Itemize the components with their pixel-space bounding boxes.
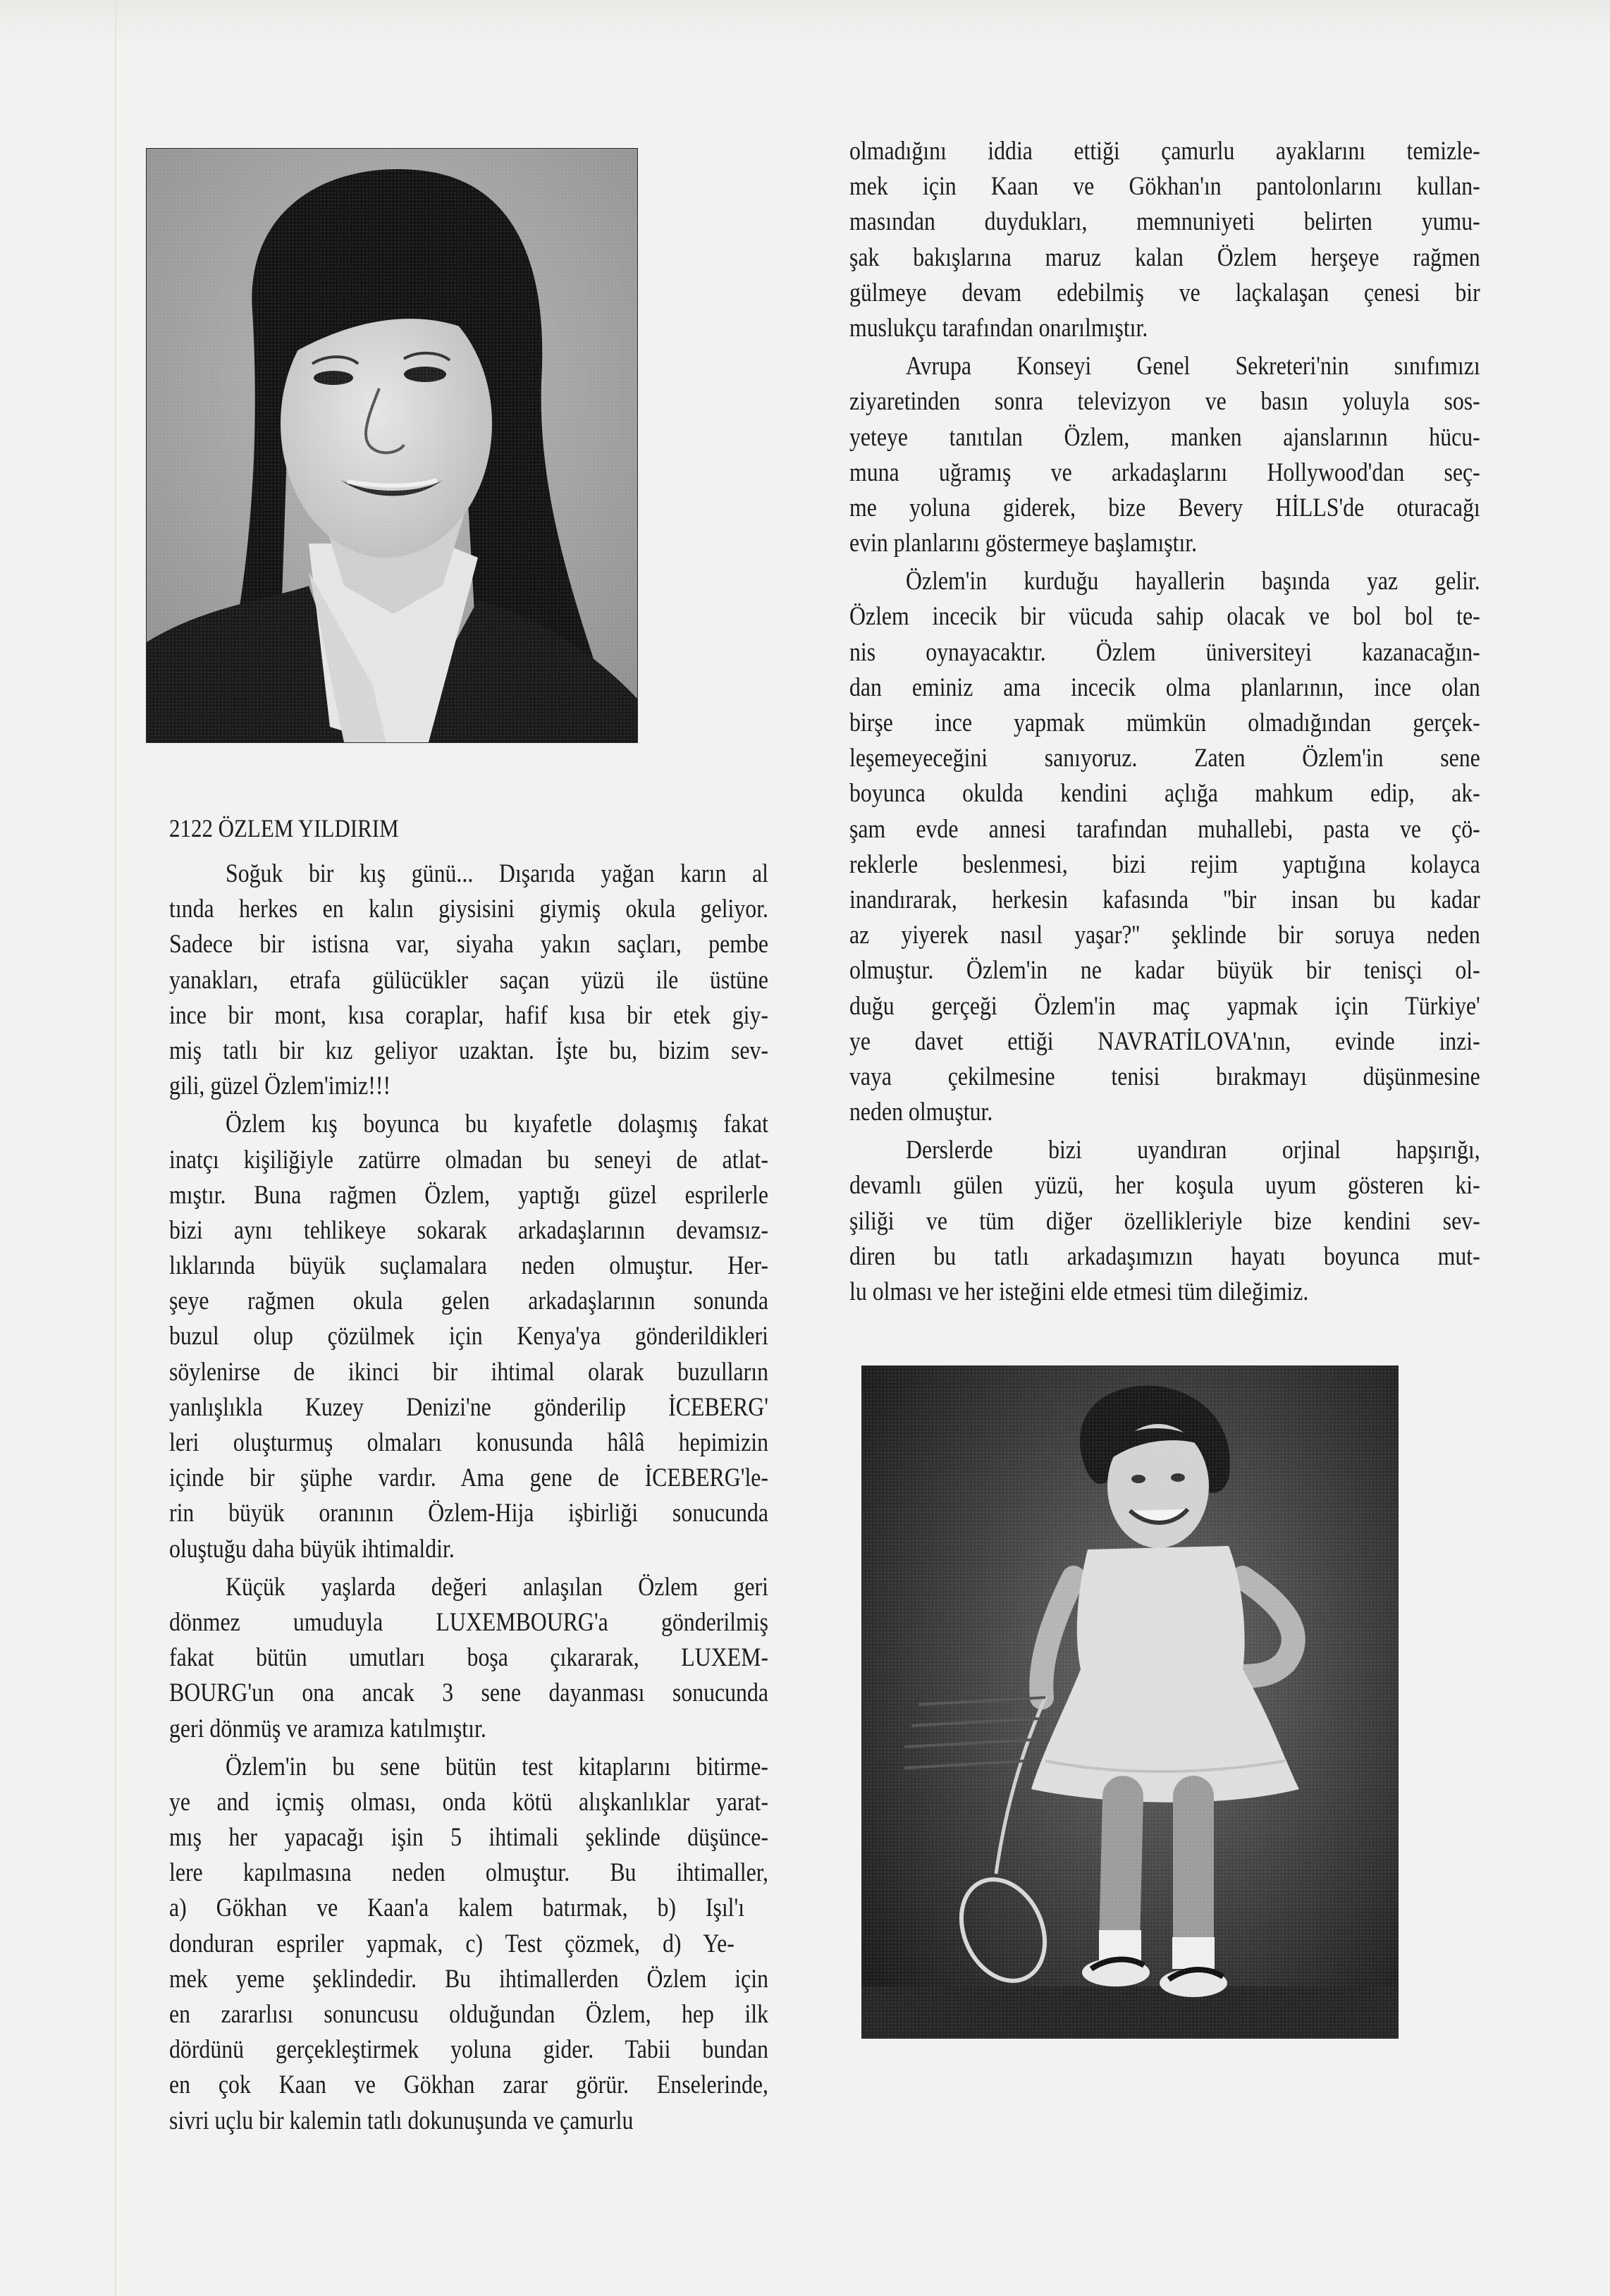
- text-line-content: sivri uçlu bir kalemin tatlı dokunuşunda ve çamurlu: [169, 2106, 634, 2135]
- text-line: [169, 1213, 768, 1248]
- text-line-content: olmuştur. Özlem'in ne kadar büyük bir tenisçi ol-: [849, 956, 1480, 986]
- text-line-content: duğu gerçeği Özlem'in maç yapmak için Türkiye': [849, 991, 1480, 1021]
- text-line-content: mek yeme şeklindedir. Bu ihtimallerden Özlem için: [169, 1964, 769, 1994]
- text-line: [849, 1168, 1480, 1203]
- text-line-content: ince bir mont, kısa coraplar, hafif kısa bir etek giy-: [169, 1000, 769, 1030]
- text-line-content: lu olması ve her isteğini elde etmesi tüm dileğimiz.: [849, 1277, 1309, 1306]
- text-line: [849, 526, 1480, 561]
- text-line: [169, 1461, 768, 1496]
- text-line-content: a) Gökhan ve Kaan'a kalem batırmak, b) Işıl'ı: [169, 1893, 745, 1923]
- text-line: [169, 2032, 768, 2068]
- text-line: [169, 1570, 768, 1605]
- text-line-content: inandırarak, herkesin kafasında ''bir insan bu kadar: [849, 885, 1480, 914]
- portrait-photo-image: [147, 149, 637, 742]
- text-line-content: reklerle beslenmesi, bizi rejim yaptığına kolayca: [849, 849, 1480, 879]
- text-line: [169, 892, 768, 927]
- text-line: [849, 599, 1480, 634]
- text-line: [169, 1676, 768, 1711]
- text-line: [169, 2104, 768, 2139]
- text-line: [849, 384, 1480, 419]
- text-line-content: söylenirse de ikinci bir ihtimal olarak buzulların: [169, 1357, 768, 1387]
- text-line: [169, 1927, 768, 1962]
- text-line: [169, 1962, 768, 1997]
- text-line-content: vaya çekilmesine tenisi bırakmayı düşünmesine: [849, 1062, 1480, 1091]
- text-line-content: Avrupa Konseyi Genel Sekreteri'nin sınıfımızı: [906, 352, 1480, 381]
- text-line-content: dan eminiz ama incecik olma planlarının, ince olan: [849, 673, 1480, 702]
- text-line: [849, 491, 1480, 526]
- text-line: [169, 1425, 768, 1461]
- text-line-content: rin büyük oranının Özlem-Hija işbirliği sonucunda: [169, 1499, 769, 1528]
- text-line: [849, 204, 1480, 240]
- text-line: [169, 1712, 768, 1747]
- text-line-content: buzul olup çözülmek için Kenya'ya gönderildikleri: [169, 1322, 768, 1351]
- text-line: [849, 564, 1480, 599]
- text-line: [849, 883, 1480, 918]
- text-line-content: diren bu tatlı arkadaşımızın hayatı boyunca mut-: [849, 1241, 1480, 1271]
- text-line-content: olmadığını iddia ettiği çamurlu ayaklarını temizle-: [849, 137, 1480, 166]
- text-line-content: gülmeye devam edebilmiş ve laçkalaşan çenesi bir: [849, 278, 1480, 307]
- text-line-content: nis oynayacaktır. Özlem üniversiteyi kazanacağın-: [849, 637, 1480, 667]
- text-line: [849, 276, 1480, 311]
- text-line-content: içinde bir şüphe vardır. Ama gene de İCEBERG'le-: [169, 1463, 769, 1493]
- text-line-content: az yiyerek nasıl yaşar?'' şeklinde bir soruya neden: [849, 921, 1480, 950]
- text-line-content: lere kapılmasına neden olmuştur. Bu ihtimaller,: [169, 1858, 769, 1888]
- text-line: [169, 1284, 768, 1319]
- text-line: [849, 918, 1480, 953]
- text-line-content: ye and içmiş olması, onda kötü alışkanlıklar yarat-: [169, 1787, 769, 1817]
- text-line: [169, 1605, 768, 1640]
- text-line: [849, 1024, 1480, 1060]
- text-line: [169, 1891, 768, 1926]
- text-line-content: me yoluna giderek, bize Bevery HİLLS'de oturacağı: [849, 493, 1480, 522]
- text-line: [169, 1178, 768, 1213]
- text-line-content: BOURG'un ona ancak 3 sene dayanması sonucunda: [169, 1678, 769, 1708]
- text-line-content: neden olmuştur.: [849, 1098, 993, 1127]
- text-line: [169, 1355, 768, 1390]
- text-line: [849, 1133, 1480, 1168]
- text-line: [849, 1060, 1480, 1095]
- left-column-text: [169, 857, 768, 2139]
- text-line-content: mış her yapacağı işin 5 ihtimali şeklinde düşünce-: [169, 1823, 769, 1853]
- text-line-content: Sadece bir istisna var, siyaha yakın saçları, pembe: [169, 930, 769, 959]
- text-line: [169, 1750, 768, 1785]
- text-line: [849, 706, 1480, 741]
- text-line: [169, 1855, 768, 1891]
- text-line-content: lıklarında büyük suçlamalara neden olmuştur. Her-: [169, 1251, 769, 1281]
- text-line-content: şak bakışlarına maruz kalan Özlem herşeye rağmen: [849, 243, 1480, 272]
- text-line-content: şam evde annesi tarafından muhallebi, pasta ve çö-: [849, 814, 1480, 844]
- text-line: [849, 420, 1480, 455]
- text-line: [849, 1275, 1480, 1310]
- text-line-content: en zararlısı sonuncusu olduğundan Özlem, hep ilk: [169, 2000, 769, 2029]
- text-line: [169, 1640, 768, 1676]
- text-line: [169, 927, 768, 962]
- text-line: [169, 1785, 768, 1820]
- person-heading: 2122 ÖZLEM YILDIRIM: [169, 814, 399, 842]
- text-line-content: mıştır. Buna rağmen Özlem, yaptığı güzel esprilerle: [169, 1180, 769, 1210]
- page-edge-line: [115, 0, 116, 2296]
- text-line-content: donduran espriler yapmak, c) Test çözmek, d) Ye-: [169, 1929, 735, 1958]
- childhood-photo: [861, 1365, 1399, 2039]
- text-line-content: dönmez umuduyla LUXEMBOURG'a gönderilmiş: [169, 1607, 768, 1637]
- text-line-content: miş tatlı bir kız geliyor uzaktan. İşte bu, bizim sev-: [169, 1036, 769, 1065]
- text-line: [849, 240, 1480, 276]
- text-line: [169, 1496, 768, 1531]
- text-line: [849, 1095, 1480, 1130]
- text-line: [169, 963, 768, 998]
- scan-top-shade: [0, 0, 1610, 42]
- text-line-content: leşemeyeceğini sanıyoruz. Zaten Özlem'in sene: [849, 744, 1480, 773]
- text-line: [169, 1820, 768, 1855]
- text-line-content: Özlem'in kurduğu hayallerin başında yaz gelir.: [906, 567, 1480, 596]
- text-line-content: bizi aynı tehlikeye sokarak arkadaşlarının devamsız-: [169, 1215, 769, 1245]
- text-line: [849, 455, 1480, 491]
- text-line-content: inatçı kişiliğiyle zatürre olmadan bu seneyi de atlat-: [169, 1145, 769, 1174]
- text-line: [849, 776, 1480, 811]
- text-line-content: Özlem'in bu sene bütün test kitaplarını bitirme-: [226, 1752, 768, 1781]
- text-line-content: dördünü gerçekleştirmek yoluna gider. Tabii bundan: [169, 2035, 769, 2065]
- text-line: [849, 812, 1480, 847]
- text-line: [849, 311, 1480, 346]
- text-line-content: oluştuğu daha büyük ihtimaldir.: [169, 1534, 455, 1564]
- text-line-content: Özlem incecik bir vücuda sahip olacak ve bol bol te-: [849, 602, 1480, 632]
- text-line: [849, 635, 1480, 670]
- text-line: [849, 349, 1480, 384]
- text-line-content: yanlışlıkla Kuzey Denizi'ne gönderilip İCEBERG': [169, 1392, 769, 1422]
- text-line-content: muna uğramış ve arkadaşlarını Hollywood'dan seç-: [849, 458, 1480, 487]
- text-line-content: geri dönmüş ve aramıza katılmıştır.: [169, 1714, 486, 1743]
- childhood-photo-image: [862, 1366, 1398, 2038]
- text-line-content: gili, güzel Özlem'imiz!!!: [169, 1072, 391, 1101]
- text-line: [849, 741, 1480, 776]
- text-line-content: birşe ince yapmak mümkün olmadığından gerçek-: [849, 708, 1480, 737]
- text-line-content: evin planlarını göstermeye başlamıştır.: [849, 529, 1198, 558]
- text-line: [849, 169, 1480, 204]
- portrait-photo: [146, 148, 638, 743]
- text-line-content: muslukçu tarafından onarılmıştır.: [849, 313, 1148, 343]
- text-line: [169, 1107, 768, 1142]
- text-line: [849, 1239, 1480, 1275]
- text-line: [849, 953, 1480, 988]
- text-line: [169, 1069, 768, 1104]
- text-line: [169, 1248, 768, 1284]
- text-line-content: devamlı gülen yüzü, her koşula uyum gösteren ki-: [849, 1171, 1480, 1201]
- text-line: [169, 1033, 768, 1069]
- text-line: [849, 134, 1480, 169]
- text-line-content: Özlem kış boyunca bu kıyafetle dolaşmış fakat: [226, 1110, 768, 1139]
- text-line-content: Küçük yaşlarda değeri anlaşılan Özlem geri: [226, 1572, 768, 1602]
- text-line-content: boyunca okulda kendini açlığa mahkum edip, ak-: [849, 779, 1480, 809]
- text-line: [169, 998, 768, 1033]
- text-line: [169, 1532, 768, 1567]
- text-line-content: fakat bütün umutları boşa çıkararak, LUXEM-: [169, 1643, 769, 1673]
- text-line-content: şeye rağmen okula gelen arkadaşlarının sonunda: [169, 1287, 768, 1316]
- text-line: [169, 1390, 768, 1425]
- text-line: [849, 989, 1480, 1024]
- text-line-content: şiliği ve tüm diğer özellikleriyle bize kendini sev-: [849, 1206, 1480, 1236]
- text-line: [169, 1997, 768, 2032]
- text-line-content: tında herkes en kalın giysisini giymiş okula geliyor.: [169, 895, 769, 924]
- text-line: [169, 1319, 768, 1354]
- text-line-content: mek için Kaan ve Gökhan'ın pantolonlarını kullan-: [849, 172, 1480, 202]
- text-line: [849, 670, 1480, 706]
- text-line-content: masından duydukları, memnuniyeti belirten yumu-: [849, 207, 1480, 237]
- text-line-content: Soğuk bir kış günü... Dışarıda yağan karın al: [226, 859, 768, 888]
- text-line: [169, 2068, 768, 2103]
- text-line-content: yeteye tanıtılan Özlem, manken ajanslarının hücu-: [849, 422, 1480, 452]
- text-line-content: leri oluşturmuş olmaları konusunda hâlâ hepimizin: [169, 1428, 769, 1457]
- text-line-content: en çok Kaan ve Gökhan zarar görür. Enselerinde,: [169, 2070, 769, 2100]
- text-line-content: ye davet ettiği NAVRATİLOVA'nın, evinde inzi-: [849, 1026, 1480, 1056]
- right-column-text: [849, 134, 1480, 1310]
- text-line: [849, 847, 1480, 883]
- text-line: [169, 857, 768, 892]
- text-line: [169, 1143, 768, 1178]
- text-line: [849, 1204, 1480, 1239]
- text-line-content: ziyaretinden sonra televizyon ve basın yoluyla sos-: [849, 387, 1480, 417]
- text-line-content: yanakları, etrafa gülücükler saçan yüzü ile üstüne: [169, 965, 769, 995]
- text-line-content: Derslerde bizi uyandıran orjinal hapşırığı,: [906, 1136, 1480, 1165]
